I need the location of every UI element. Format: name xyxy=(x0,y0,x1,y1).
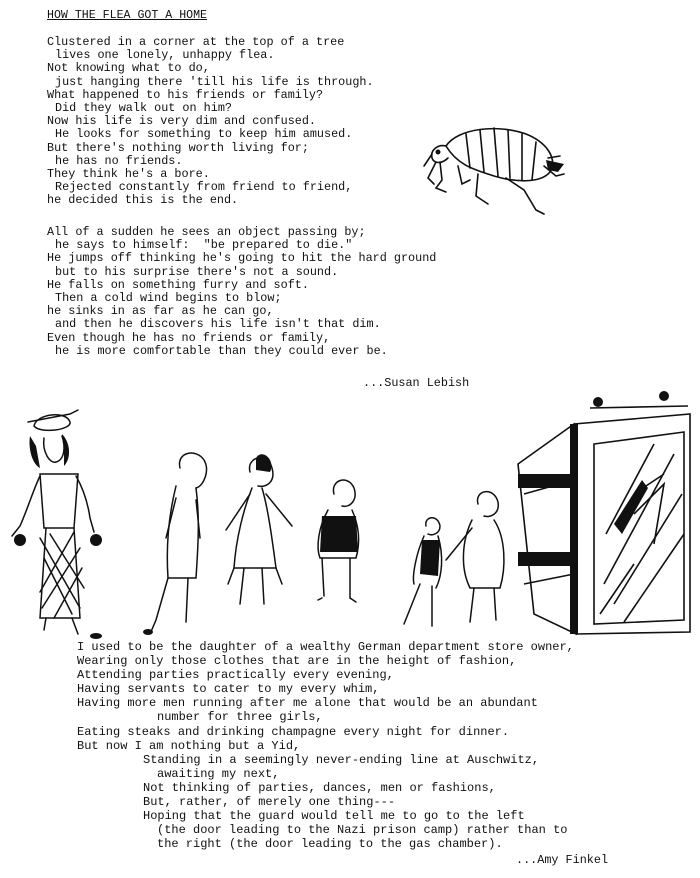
poem-line: Not thinking of parties, dances, men or fashions, xyxy=(143,780,496,795)
poem-line: I used to be the daughter of a wealthy German department store owner, xyxy=(77,640,574,654)
poem-line: But now I am nothing but a Yid, xyxy=(77,738,301,753)
author-susan-lebish: ...Susan Lebish xyxy=(363,376,470,390)
poem-line: He falls on something furry and soft. xyxy=(47,277,309,292)
poem-line: he says to himself: "be prepared to die." xyxy=(55,238,353,253)
poem-line: Standing in a seemingly never-ending line at Auschwitz, xyxy=(143,752,540,767)
flea-drawing xyxy=(418,118,568,218)
poem-line: Attending parties practically every evening, xyxy=(77,668,394,683)
poem-line: He jumps off thinking he's going to hit the hard ground xyxy=(47,251,437,266)
poem-line: Eating steaks and drinking champagne every night for dinner. xyxy=(77,724,510,739)
flea-poem-stanza-1 xyxy=(47,36,374,208)
poem-line: Now his life is very dim and confused. xyxy=(47,114,317,129)
poem-line: the right (the door leading to the gas chamber). xyxy=(157,837,503,852)
poem-line: but to his surprise there's not a sound. xyxy=(55,264,339,279)
poem-line: he has no friends. xyxy=(55,153,183,168)
poem-line: Then a cold wind begins to blow; xyxy=(55,291,282,306)
poem-line: (the door leading to the Nazi prison camp) rather than to xyxy=(157,823,568,838)
author-amy-finkel: ...Amy Finkel xyxy=(516,853,609,867)
poem-line: and then he discovers his life isn't that dim. xyxy=(55,317,381,332)
poem-line: Did they walk out on him? xyxy=(55,101,232,116)
poem-title: HOW THE FLEA GOT A HOME xyxy=(47,9,208,22)
poem-line: Clustered in a corner at the top of a tree xyxy=(47,35,345,49)
poem-line: Having servants to cater to my every whim, xyxy=(77,682,380,697)
poem-line: he is more comfortable than they could ever be. xyxy=(55,343,388,358)
poem-line: lives one lonely, unhappy flea. xyxy=(55,48,275,63)
auschwitz-poem xyxy=(77,640,574,851)
flea-poem-stanza-2 xyxy=(47,226,436,358)
poem-line: Having more men running after me alone that would be an abundant xyxy=(77,696,538,711)
line-of-figures-drawing xyxy=(0,408,520,648)
poem-line: awaiting my next, xyxy=(157,766,280,781)
poem-line: They think he's a bore. xyxy=(47,167,210,182)
poem-line: Hoping that the guard would tell me to go to the left xyxy=(143,809,525,824)
poem-line: He looks for something to keep him amused. xyxy=(55,127,353,142)
poem-line: Even though he has no friends or family, xyxy=(47,330,331,345)
poem-line: But there's nothing worth living for; xyxy=(47,140,309,155)
poem-line: But, rather, of merely one thing--- xyxy=(143,795,396,810)
poem-line: number for three girls, xyxy=(157,710,323,725)
poem-line: All of a sudden he sees an object passing by; xyxy=(47,225,366,239)
poem-line: Not knowing what to do, xyxy=(47,61,210,76)
poem-line: just hanging there 'till his life is through. xyxy=(55,74,374,89)
poem-line: Rejected constantly from friend to friend, xyxy=(55,180,353,195)
poem-line: Wearing only those clothes that are in the height of fashion, xyxy=(77,654,517,669)
gas-chamber-door-drawing xyxy=(514,384,694,640)
poem-line: he sinks in as far as he can go, xyxy=(47,304,274,319)
poem-line: he decided this is the end. xyxy=(47,193,239,208)
poem-line: What happened to his friends or family? xyxy=(47,87,324,102)
